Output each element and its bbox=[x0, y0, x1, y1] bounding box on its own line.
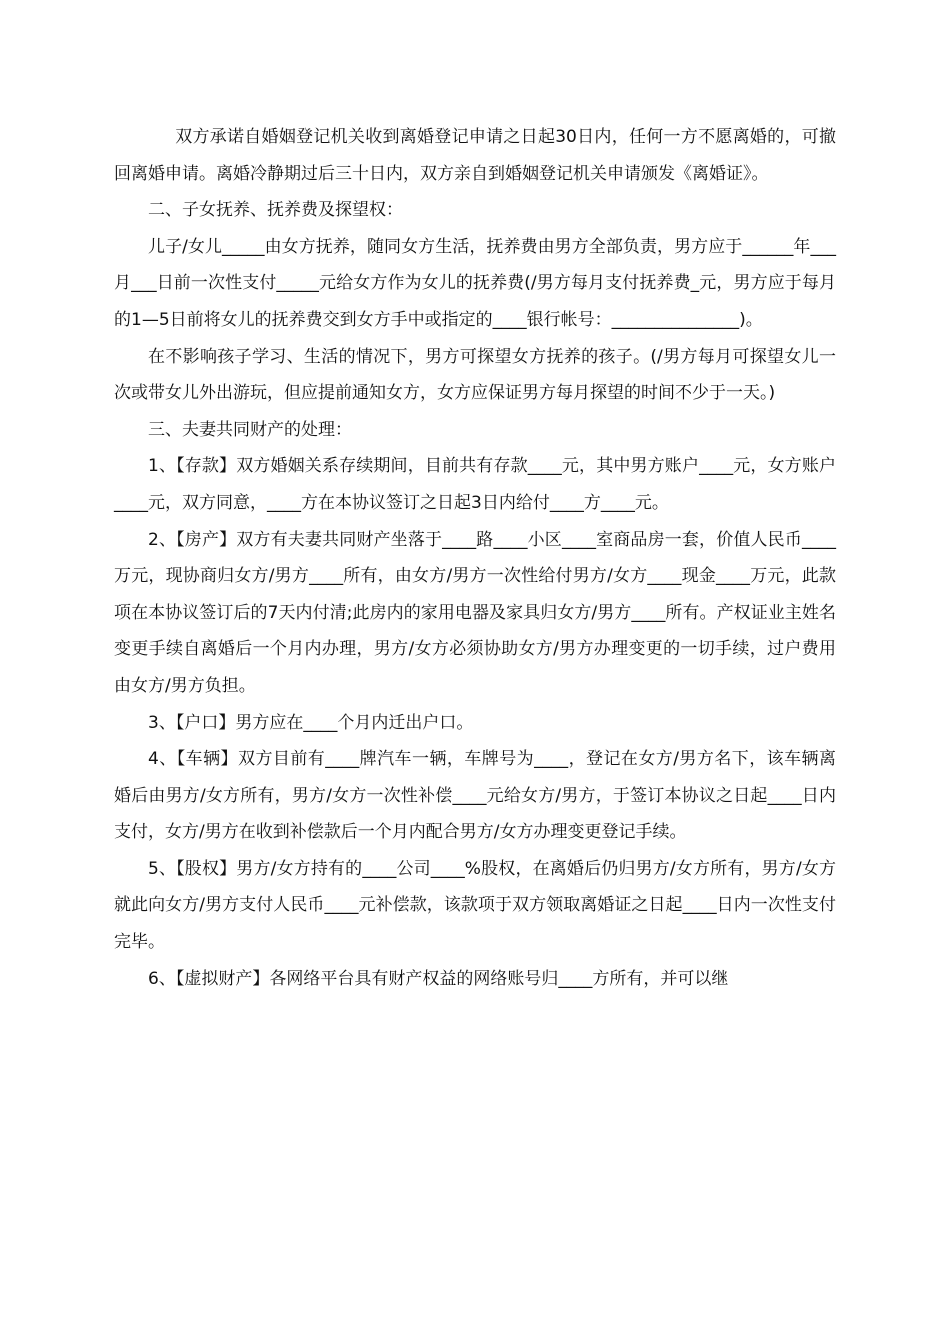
paragraph-deposits: 1、【存款】双方婚姻关系存续期间，目前共有存款____元，其中男方账户____元，女方账户____元，双方同意，____方在本协议签订之日起3日内给付____方____元。 bbox=[114, 456, 836, 513]
paragraph-child-support: 儿子/女儿_____由女方抚养，随同女方生活，抚养费由男方全部负责，男方应于______年___月___日前一次性支付_____元给女方作为女儿的抚养费(/男方每月支付抚养费_元，男方应于每月的1—5日前将女儿的抚养费交到女方手中或指定的____银行帐号：_______________)。 bbox=[114, 236, 836, 330]
paragraph-equity: 5、【股权】男方/女方持有的____公司____%股权，在离婚后仍归男方/女方所有，男方/女方就此向女方/男方支付人民币____元补偿款，该款项于双方领取离婚证之日起____日内一次性支付完毕。 bbox=[114, 858, 836, 953]
paragraph-virtual-property: 6、【虚拟财产】各网络平台具有财产权益的网络账号归____方所有，并可以继 bbox=[148, 968, 729, 989]
paragraph-household-registration: 3、【户口】男方应在____个月内迁出户口。 bbox=[148, 712, 474, 733]
section-heading-child-custody: 二、子女抚养、抚养费及探望权： bbox=[148, 200, 403, 221]
paragraph-real-estate: 2、【房产】双方有夫妻共同财产坐落于____路____小区____室商品房一套，价值人民币____万元，现协商归女方/男方____所有，由女方/男方一次性给付男方/女方____现金____万元，此款项在本协议签订后的7天内付清;此房内的家用电器及家具归女方/男方____所有。产权证业主姓名变更手续自离婚后一个月内办理，男方/女方必须协助女方/男方办理变更的一切手续，过户费用由女方/男方负担。 bbox=[114, 529, 836, 696]
section-heading-joint-property: 三、夫妻共同财产的处理： bbox=[148, 419, 352, 440]
paragraph-cooling-off-period: 双方承诺自婚姻登记机关收到离婚登记申请之日起30日内，任何一方不愿离婚的，可撤回离婚申请。离婚冷静期过后三十日内，双方亲自到婚姻登记机关申请颁发《离婚证》。 bbox=[114, 127, 836, 184]
document-body bbox=[114, 119, 836, 997]
paragraph-visitation: 在不影响孩子学习、生活的情况下，男方可探望女方抚养的孩子。(/男方每月可探望女儿一次或带女儿外出游玩，但应提前通知女方，女方应保证男方每月探望的时间不少于一天。) bbox=[114, 346, 836, 404]
paragraph-vehicle: 4、【车辆】双方目前有____牌汽车一辆，车牌号为____，登记在女方/男方名下，该车辆离婚后由男方/女方所有，男方/女方一次性补偿____元给女方/男方，于签订本协议之日起____日内支付，女方/男方在收到补偿款后一个月内配合男方/女方办理变更登记手续。 bbox=[114, 749, 836, 843]
